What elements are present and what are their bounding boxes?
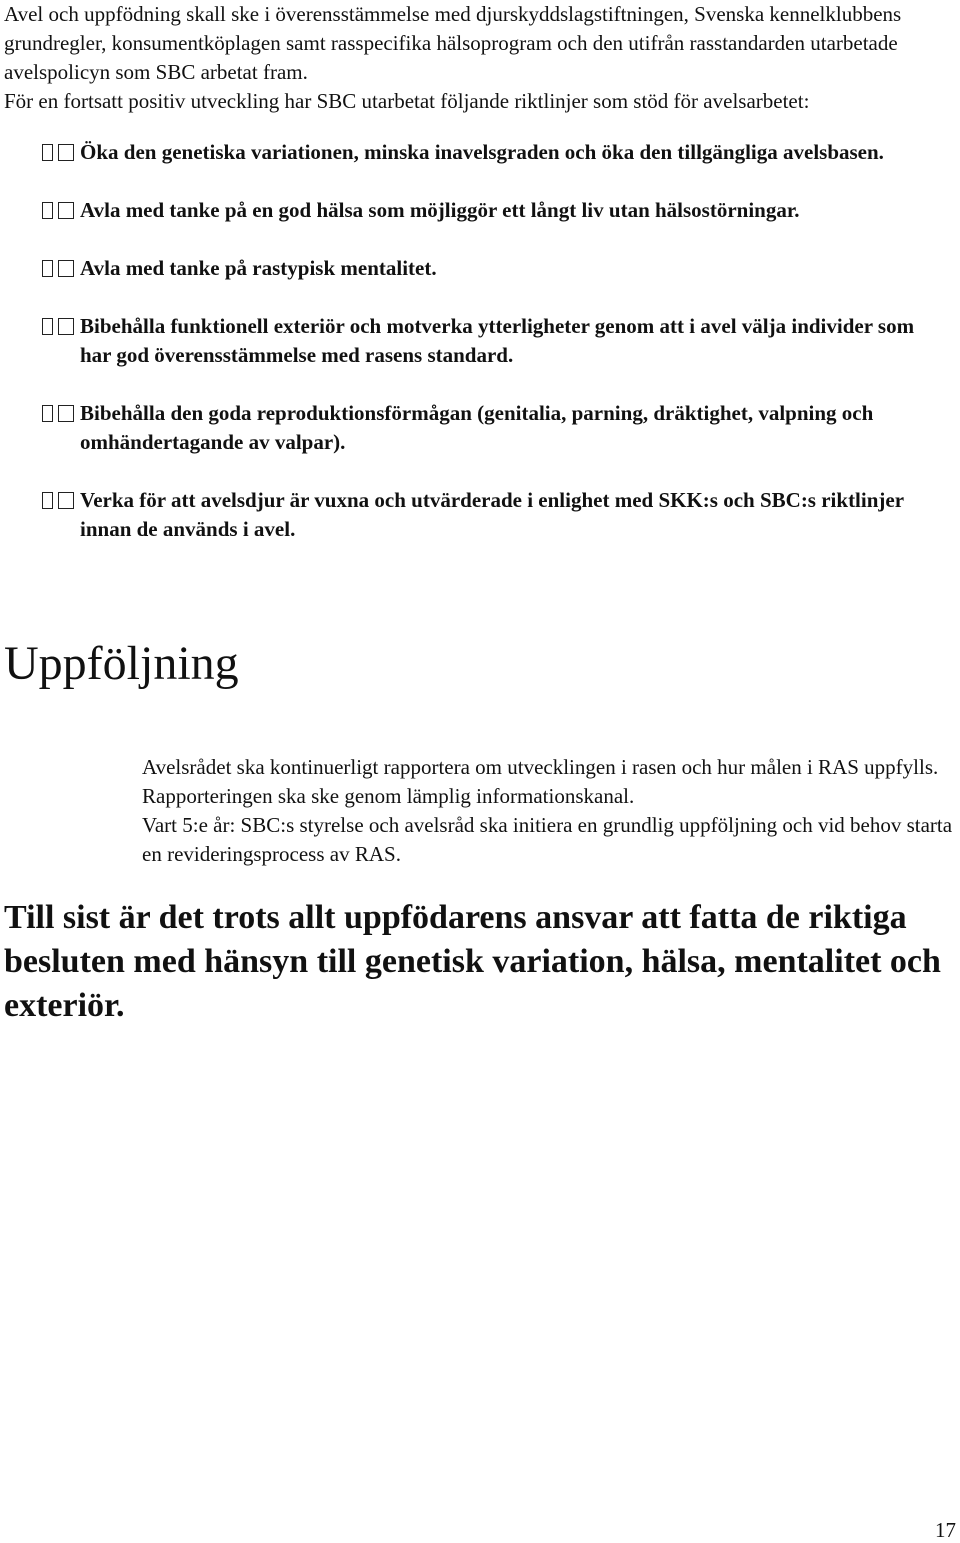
intro-paragraph: Avel och uppfödning skall ske i överensstämmelse med djurskyddslagstiftningen, Svenska kennelklubbens grundregler, konsumentköplagen samt rasspecifika hälsoprogram och den utifrån rasstandarden utarbetade avelspolicyn som SBC arbetat fram. <box>4 2 902 84</box>
missing-glyph-bullet-icon <box>42 260 76 278</box>
missing-glyph-bullet-icon <box>42 405 76 423</box>
section-heading: Uppföljning <box>4 637 239 690</box>
guideline-item <box>42 312 942 370</box>
guideline-item <box>42 138 942 167</box>
followup-text <box>142 753 957 869</box>
missing-glyph-bullet-icon <box>42 144 76 162</box>
guideline-item <box>42 196 942 225</box>
guideline-text: Bibehålla funktionell exteriör och motverka ytterligheter genom att i avel välja individer som har god överensstämmelse med rasens standard. <box>80 314 915 367</box>
followup-paragraph: Avelsrådet ska kontinuerligt rapportera om utvecklingen i rasen och hur målen i RAS uppfylls. Rapporteringen ska ske genom lämplig informationskanal. <box>142 755 939 808</box>
guideline-item <box>42 254 942 283</box>
missing-glyph-bullet-icon <box>42 202 76 220</box>
missing-glyph-bullet-icon <box>42 318 76 336</box>
page-number: 17 <box>935 1518 956 1542</box>
guideline-text: Bibehålla den goda reproduktionsförmågan (genitalia, parning, dräktighet, valpning och omhändertagande av valpar). <box>80 401 874 454</box>
guideline-item <box>42 486 942 544</box>
missing-glyph-bullet-icon <box>42 492 76 510</box>
guideline-text: Öka den genetiska variationen, minska inavelsgraden och öka den tillgängliga avelsbasen. <box>80 140 884 164</box>
closing-statement: Till sist är det trots allt uppfödarens ansvar att fatta de riktiga besluten med hänsyn till genetisk variation, hälsa, mentalitet och exteriör. <box>4 899 941 1024</box>
guideline-text: Avla med tanke på en god hälsa som möjliggör ett långt liv utan hälsostörningar. <box>80 198 800 222</box>
guideline-text: Avla med tanke på rastypisk mentalitet. <box>80 256 437 280</box>
intro-paragraph-guidelines-lead: För en fortsatt positiv utveckling har SBC utarbetat följande riktlinjer som stöd för avelsarbetet: <box>4 89 810 113</box>
intro-text <box>4 0 954 116</box>
guideline-item <box>42 399 942 457</box>
guidelines-list <box>42 138 942 544</box>
followup-paragraph-review: Vart 5:e år: SBC:s styrelse och avelsråd ska initiera en grundlig uppföljning och vid behov starta en revideringsprocess av RAS. <box>142 813 953 866</box>
guideline-text: Verka för att avelsdjur är vuxna och utvärderade i enlighet med SKK:s och SBC:s riktlinjer innan de används i avel. <box>80 488 904 541</box>
